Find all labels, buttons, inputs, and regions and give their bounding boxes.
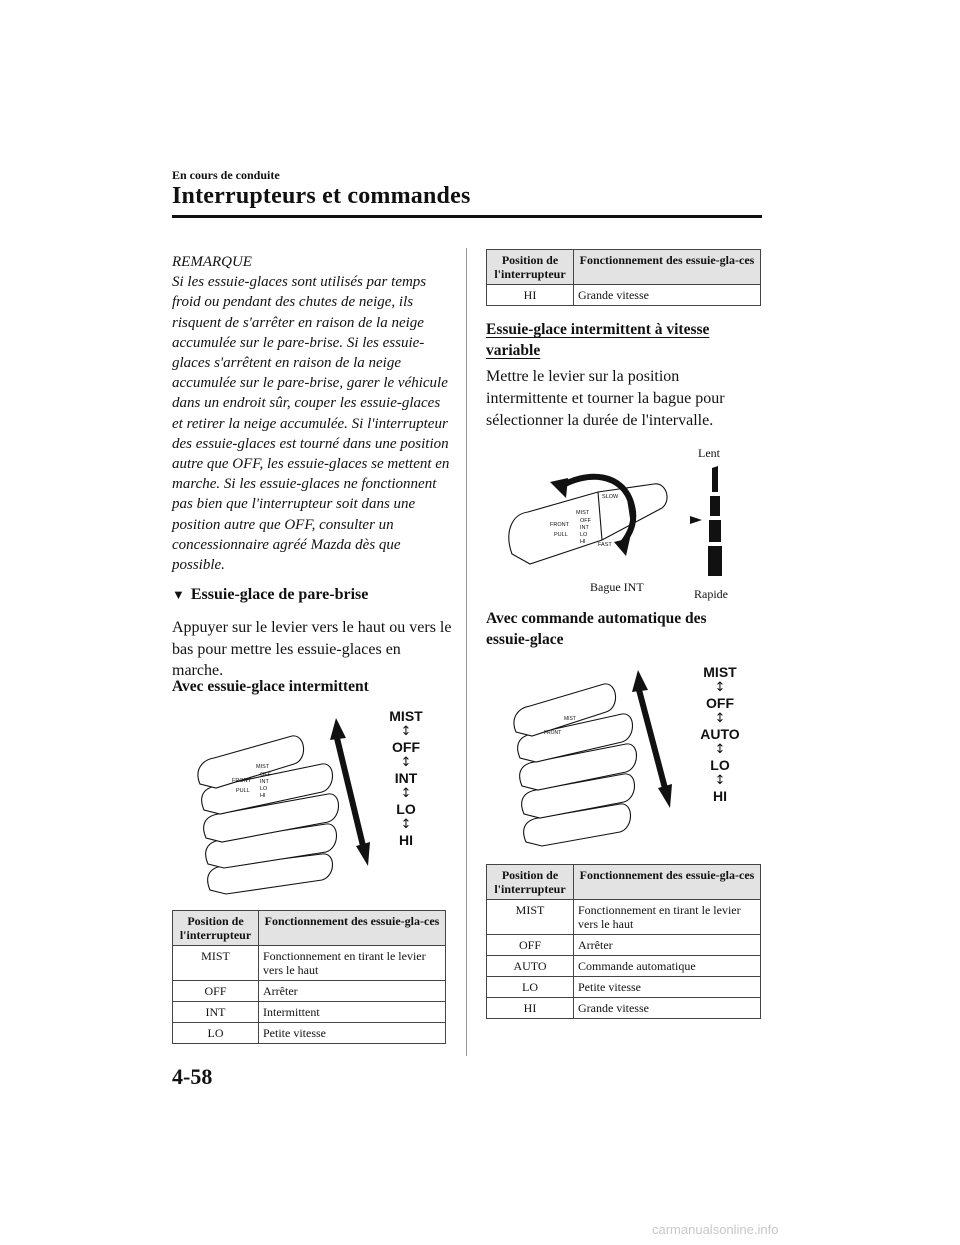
windshield-heading [172, 586, 462, 604]
ring-mark-lo: LO [580, 532, 588, 538]
col-header-position: Position de l'interrupteur [487, 865, 574, 900]
title-rule [172, 215, 762, 218]
wiper-table-2 [486, 249, 761, 306]
cell-position: LO [487, 977, 574, 998]
col-header-function: Fonctionnement des essuie-gla-ces [574, 865, 761, 900]
table-row [173, 1002, 446, 1023]
auto-position-labels [688, 664, 752, 804]
col-header-position: Position de l'interrupteur [487, 250, 574, 285]
label-mist: MIST [703, 664, 737, 680]
page-number: 4-58 [172, 1064, 213, 1089]
lever-mark-off: OFF [260, 772, 271, 778]
cell-function: Grande vitesse [574, 998, 761, 1019]
up-down-arrow [330, 718, 370, 866]
auto-subheading: Avec commande automatique des essuie-glace [486, 610, 707, 648]
table-row [487, 998, 761, 1019]
intermittent-subheading: Avec essuie-glace intermittent [172, 678, 369, 695]
lever-mark-lo: LO [260, 786, 268, 792]
table-row [173, 946, 446, 981]
table-row [173, 1023, 446, 1044]
cell-function: Fonctionnement en tirant le levier vers le haut [574, 900, 761, 935]
col-header-position: Position de l'interrupteur [173, 911, 259, 946]
updown-arrow-icon: ↕ [714, 773, 726, 788]
cell-position: OFF [487, 935, 574, 956]
section-label: En cours de conduite [172, 168, 280, 182]
label-off: OFF [706, 695, 734, 711]
updown-arrow-icon: ↕ [400, 817, 412, 832]
up-down-arrow [632, 670, 672, 808]
updown-arrow-icon: ↕ [400, 755, 412, 770]
variable-heading [486, 319, 726, 361]
table-row [487, 285, 761, 306]
col-header-function: Fonctionnement des essuie-gla-ces [259, 911, 446, 946]
cell-function: Grande vitesse [574, 285, 761, 306]
cell-function: Arrêter [574, 935, 761, 956]
table-row [487, 935, 761, 956]
lever-mark-hi: HI [260, 793, 266, 799]
updown-arrow-icon: ↕ [714, 711, 726, 726]
windshield-heading-text: Essuie-glace de pare-brise [190, 586, 369, 603]
label-rapide: Rapide [694, 587, 728, 601]
label-lent: Lent [698, 446, 720, 460]
ring-mark-hi: HI [580, 539, 586, 545]
label-hi: HI [399, 832, 413, 848]
auto-lever-mark-mist: MIST [564, 716, 576, 722]
ring-mark-int: INT [580, 525, 589, 531]
table-header-row [173, 911, 446, 946]
updown-arrow-icon: ↕ [714, 742, 726, 757]
page-title: Interrupteurs et commandes [172, 183, 471, 209]
lever-mark-front: FRONT [232, 778, 251, 784]
column-divider [466, 248, 467, 1056]
cell-position: LO [173, 1023, 259, 1044]
left-position-labels [372, 708, 440, 848]
table-header-row [487, 865, 761, 900]
wiper-table-3 [486, 864, 761, 1019]
label-auto: AUTO [700, 726, 740, 742]
label-lo: LO [710, 757, 730, 773]
updown-arrow-icon: ↕ [400, 724, 412, 739]
cell-function: Petite vitesse [259, 1023, 446, 1044]
label-lo: LO [396, 801, 416, 817]
watermark-link[interactable]: carmanualsonline.info [652, 1222, 779, 1237]
lever-mark-int: INT [260, 779, 269, 785]
ring-mark-off: OFF [580, 518, 591, 524]
ring-mark-slow: SLOW [602, 494, 619, 500]
cell-function: Commande automatique [574, 956, 761, 977]
cell-function: Fonctionnement en tirant le levier vers le haut [259, 946, 446, 981]
table-header-row [487, 250, 761, 285]
ring-mark-fast: FAST [598, 542, 612, 548]
cell-position: OFF [173, 981, 259, 1002]
auto-lever-illustration [508, 660, 698, 850]
cell-function: Petite vitesse [574, 977, 761, 998]
cell-position: MIST [173, 946, 259, 981]
label-off: OFF [392, 739, 420, 755]
table-row [487, 977, 761, 998]
cell-position: HI [487, 998, 574, 1019]
note-text: Si les essuie-glaces sont utilisés par temps froid ou pendant des chutes de neige, ils risquent de s'arrêter en raison de la neige accumulée sur le pare-brise. Si les essuie-glaces s'arrêtent en raison de la neige accumulée sur le pare-brise, garer le véhicule dans un endroit sûr, couper les essuie-glaces et retirer la neige accumulée. Si l'interrupteur des essuie-glaces est tourné dans une position autre que OFF, les essuie-glaces se mettent en marche. Si les essuie-glaces ne fonctionnent pas bien que l'interrupteur soit dans une position autre que OFF, consulter un concessionnaire agréé Mazda dès que possible. [172, 274, 450, 574]
lever-mark-pull: PULL [236, 788, 250, 794]
label-hi: HI [713, 788, 727, 804]
cell-position: HI [487, 285, 574, 306]
note-block [172, 252, 454, 575]
variable-heading-text: Essuie-glace intermittent à vitesse variable [486, 321, 710, 359]
interval-scale [690, 466, 722, 576]
label-bague-int: Bague INT [590, 580, 644, 594]
table-row [173, 981, 446, 1002]
label-mist: MIST [389, 708, 423, 724]
updown-arrow-icon: ↕ [400, 786, 412, 801]
cell-position: INT [173, 1002, 259, 1023]
note-heading: REMARQUE [172, 254, 252, 270]
lever-mark-mist: MIST [256, 764, 270, 770]
updown-arrow-icon: ↕ [714, 680, 726, 695]
ring-mark-pull: PULL [554, 532, 568, 538]
col-header-function: Fonctionnement des essuie-gla-ces [574, 250, 761, 285]
table-row [487, 956, 761, 977]
cell-position: AUTO [487, 956, 574, 977]
variable-body: Mettre le levier sur la position intermittente et tourner la bague pour sélectionner la durée de l'intervalle. [486, 368, 725, 429]
table-row [487, 900, 761, 935]
triangle-bullet-icon: ▼ [172, 587, 185, 602]
label-int: INT [394, 770, 418, 786]
cell-position: MIST [487, 900, 574, 935]
windshield-body: Appuyer sur le levier vers le haut ou vers le bas pour mettre les essuie-glaces en marche. [172, 619, 452, 679]
auto-lever-mark-front: FRONT [544, 730, 562, 736]
wiper-table-1 [172, 910, 446, 1044]
cell-function: Intermittent [259, 1002, 446, 1023]
ring-mark-front: FRONT [550, 522, 569, 528]
int-ring-illustration [506, 462, 756, 582]
ring-mark-mist: MIST [576, 510, 590, 516]
cell-function: Arrêter [259, 981, 446, 1002]
